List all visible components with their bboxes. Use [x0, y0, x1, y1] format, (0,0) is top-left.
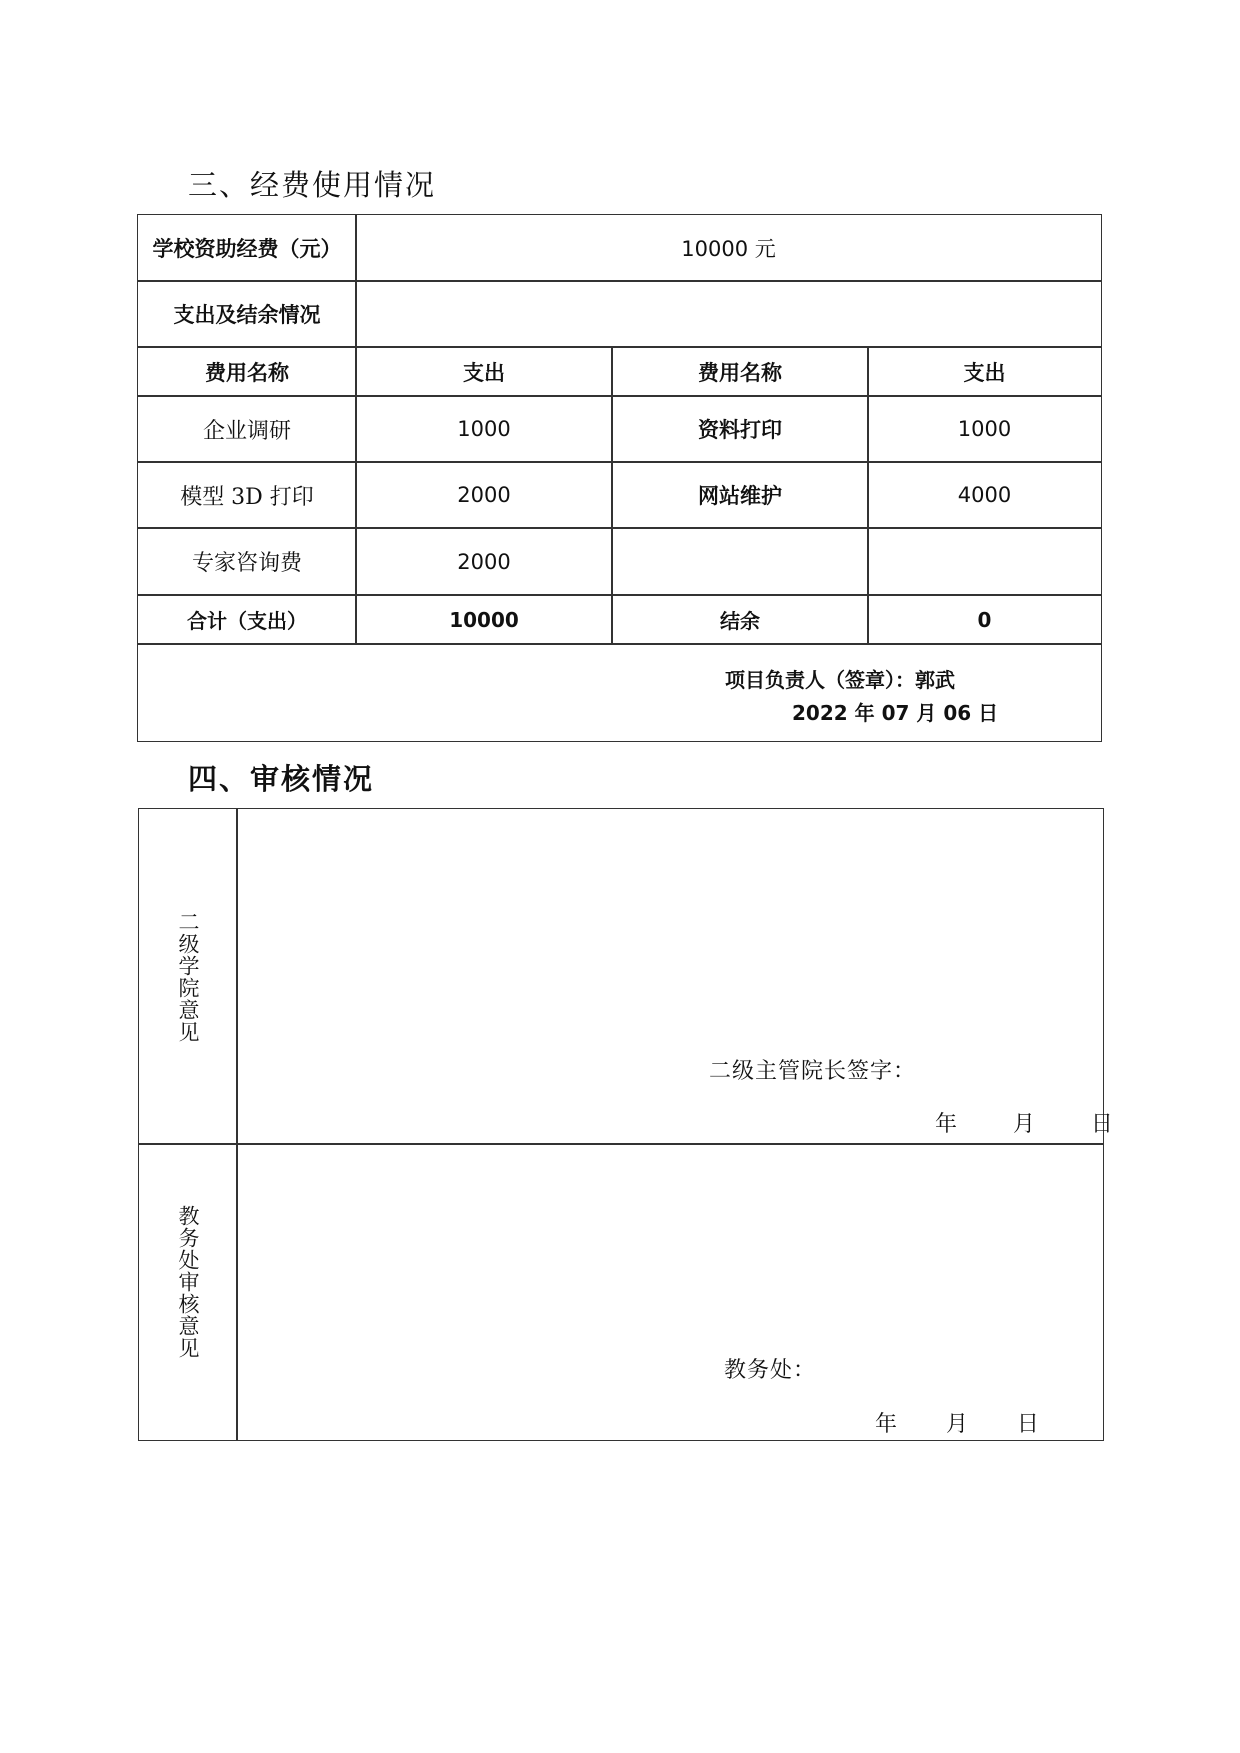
header-expense-name-2: 费用名称: [698, 360, 782, 385]
header-expense-amount-2: 支出: [963, 360, 1006, 385]
leader-signature: 项目负责人（签章）：郭武: [725, 668, 955, 692]
college-opinion-label: 二级学院意见: [176, 911, 200, 1043]
expense-name-cell: 资料打印: [698, 418, 782, 442]
expense-amount-cell: 1000: [957, 417, 1012, 441]
expense-amount-cell: 2000: [457, 549, 511, 574]
school-funding-label: 学校资助经费（元）: [152, 237, 342, 261]
balance-value: 0: [977, 607, 992, 632]
expense-amount-cell: [868, 528, 1101, 595]
academic-opinion-label: 教务处审核意见: [176, 1205, 200, 1359]
expense-name-cell: 模型 3D 打印: [180, 484, 314, 510]
expense-amount-cell: 1000: [457, 417, 511, 441]
expense-amount-cell: 4000: [957, 483, 1012, 507]
expense-name-cell: 网站维护: [698, 484, 782, 508]
college-date: 年 月 日: [935, 1112, 1113, 1137]
academic-signature-label: 教务处：: [724, 1358, 817, 1383]
header-expense-name: 费用名称: [205, 360, 289, 385]
expense-name-cell: [612, 528, 868, 595]
expense-table: [137, 214, 1102, 742]
row-divider: [139, 1143, 1103, 1145]
school-funding-value: 10000 元: [681, 237, 776, 261]
expense-name-cell: 企业调研: [202, 418, 291, 444]
column-divider: [236, 809, 238, 1440]
review-table: [138, 808, 1113, 1441]
expense-balance-value: [356, 281, 1101, 347]
leader-date: 2022 年 07 月 06 日: [792, 701, 999, 725]
total-label: 合计（支出）: [187, 609, 307, 633]
college-signature-label: 二级主管院长签字：: [709, 1059, 917, 1084]
expense-balance-label: 支出及结余情况: [173, 303, 321, 327]
expense-amount-cell: 2000: [457, 483, 511, 507]
expense-name-cell: 专家咨询费: [191, 551, 302, 576]
academic-date: 年 月 日: [875, 1412, 1039, 1437]
header-expense-amount: 支出: [463, 360, 505, 385]
section-3-title: 三、经费使用情况: [188, 168, 437, 202]
balance-label: 结余: [720, 609, 760, 633]
section-4-title: 四、审核情况: [188, 762, 375, 796]
total-value: 10000: [449, 607, 519, 632]
